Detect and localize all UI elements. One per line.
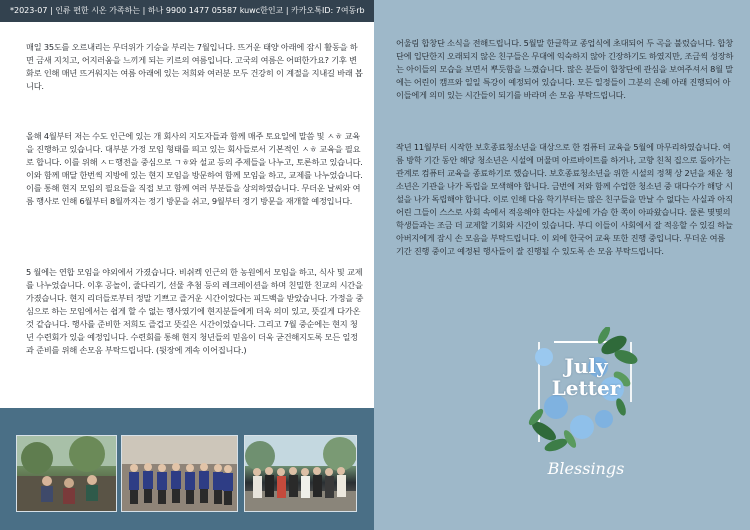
header-bar: *2023-07 | 인류 편한 시온 가족하는 | 하나 9900 1477 05587 kuwc한인교 | 카카오톡ID: 7여동rb	[0, 0, 374, 22]
logo-subtitle: Blessings	[547, 459, 625, 478]
paragraph-choir: 어울림 합창단 소식을 전해드립니다. 5월말 한글학교 종업식에 초대되어 두 곡을 불렀습니다. 합창단에 입단한지 오래되지 않은 친구들은 무대에 익숙하지 않아 긴장하기도 하였지만, 조금씩 성장하는 아이들의 모습을 보면서 뿌듯함을 느꼈습니다. 많은 분들이 합창단에 관심을 보여주셔서 8월 말에는 어린이 캠프와 일일 특강이 예정되어 있습니다. 모든 일정들이 그분의 은혜 아래 진행되어 아이들에게 의미 있는 시간들이 되기를 바라며 손 모음 부탁드립니다.	[396, 38, 734, 100]
photo-band	[0, 408, 374, 530]
photo-garden-gathering	[16, 435, 117, 512]
paragraph-education: 올해 4월부터 저는 수도 인근에 있는 개 회사의 지도자들과 함께 매주 토요일에 말씀 및 ㅅㅎ 교육을 진행하고 있습니다. 대부분 가정 모임 형태를 띄고 있는 회사들로서 기본적인 ㅅㅎ 교육을 필요로 합니다. 이를 위해 ㅅㄷ행전을 중심으로 ㄱㅎ와 설교 등의 주제들을 나누고, 토론하고 있습니다. 이와 함께 매달 한번씩 지방에 있는 현지 모임을 방문하여 함께 모임을 하고, 교제를 나누었습니다. 이를 통해 현지 모임의 필요들을 직접 보고 함께 여러 부분들을 상의하였습니다. 무더운 날씨와 여름 행사로 인해 6월부터 8월까지는 정기 방문을 쉬고, 9월부터 정기 방문을 재개할 예정입니다.	[26, 131, 363, 206]
choir-photo-art	[122, 436, 237, 511]
left-page	[0, 0, 374, 530]
july-letter-logo	[526, 327, 646, 497]
photo-group-outdoor	[244, 435, 357, 512]
paragraph-outdoor-meeting: 5 월에는 연합 모임을 야외에서 가졌습니다. 비쉬켁 인근의 한 농원에서 모임을 하고, 식사 및 교제를 나누었습니다. 이후 공놀이, 줄다리기, 선물 추첨 등의 레크레이션을 하며 친밀한 친교의 시간을 가졌습니다. 현지 리더들로부터 정말 기쁘고 즐거운 시간이었다는 피드백을 받았습니다. 가정을 중심으로 하는 모임에서는 쉽게 할 수 없는 행사였기에 현지분들에게 더욱 의미 있고, 뜻깊게 다가온 것 같습니다. 행사를 준비한 저희도 즐겁고 뜻깊은 시간이었습니다. 그리고 7월 중순에는 현지 청년 수련회가 있을 예정입니다. 수련회를 통해 현지 청년들의 믿음이 더욱 굳건해지도록 모든 일정과 준비를 위해 손모음 부탁드립니다. (뒷장에 계속 이어집니다.)	[26, 267, 364, 355]
logo-title	[526, 355, 646, 399]
paragraph-weather: 매일 35도를 오르내리는 무더위가 기승을 부리는 7월입니다. 뜨거운 태양 아래에 잠시 활동을 하면 금새 지치고, 어지러움을 느끼게 되는 키르의 여름입니다. 고국의 여름은 어떠한가요? 기후 변화로 인해 매년 뜨거워지는 여름 아래에 있는 저희와 여러분 모두 건강히 이 계절을 지내길 바래 봅니다.	[26, 42, 363, 91]
garden-photo-art	[17, 436, 116, 511]
paragraph-computer-class: 작년 11월부터 시작한 보호종료청소년을 대상으로 한 컴퓨터 교육을 5월에 마무리하였습니다. 여름 방학 기간 동안 해당 청소년은 시설에 머물며 아르바이트를 하거나, 고향 친척 집으로 돌아가는 관계로 컴퓨터 교육을 종료하기로 했습니다. 보호종료청소년을 위한 시설의 정책 상 2년을 채운 청소년은 기관을 나가 독립을 모색해야 합니다. 금번에 저와 함께 수업한 청소년 중 대다수가 해당 시설을 나가 독립해야 합니다. 이로 인해 다음 학기부터는 많은 친구들을 만날 수 없다는 사실과 아직 어린 그들이 스스로 사회 속에서 적응해야 한다는 사실에 가슴 한 쪽이 아파왔습니다. 물론 몇몇의 학생들과는 조금 더 교제할 기회와 시간이 있습니다. 부디 이들이 사회에서 잘 적응할 수 있길 하늘 아버지에게 잠시 손 모음을 부탁드립니다. 이 외에 한국어 교육 또한 진행 중입니다. 무더운 여름 기간 진행 중이고 예정된 행사들이 잘 진행될 수 있도록 손 모음 부탁드립니다.	[396, 142, 733, 256]
logo-title-line2: Letter	[551, 376, 621, 400]
group-photo-art	[245, 436, 356, 511]
logo-title-line1: July	[564, 354, 608, 378]
photo-choir-group	[121, 435, 238, 512]
